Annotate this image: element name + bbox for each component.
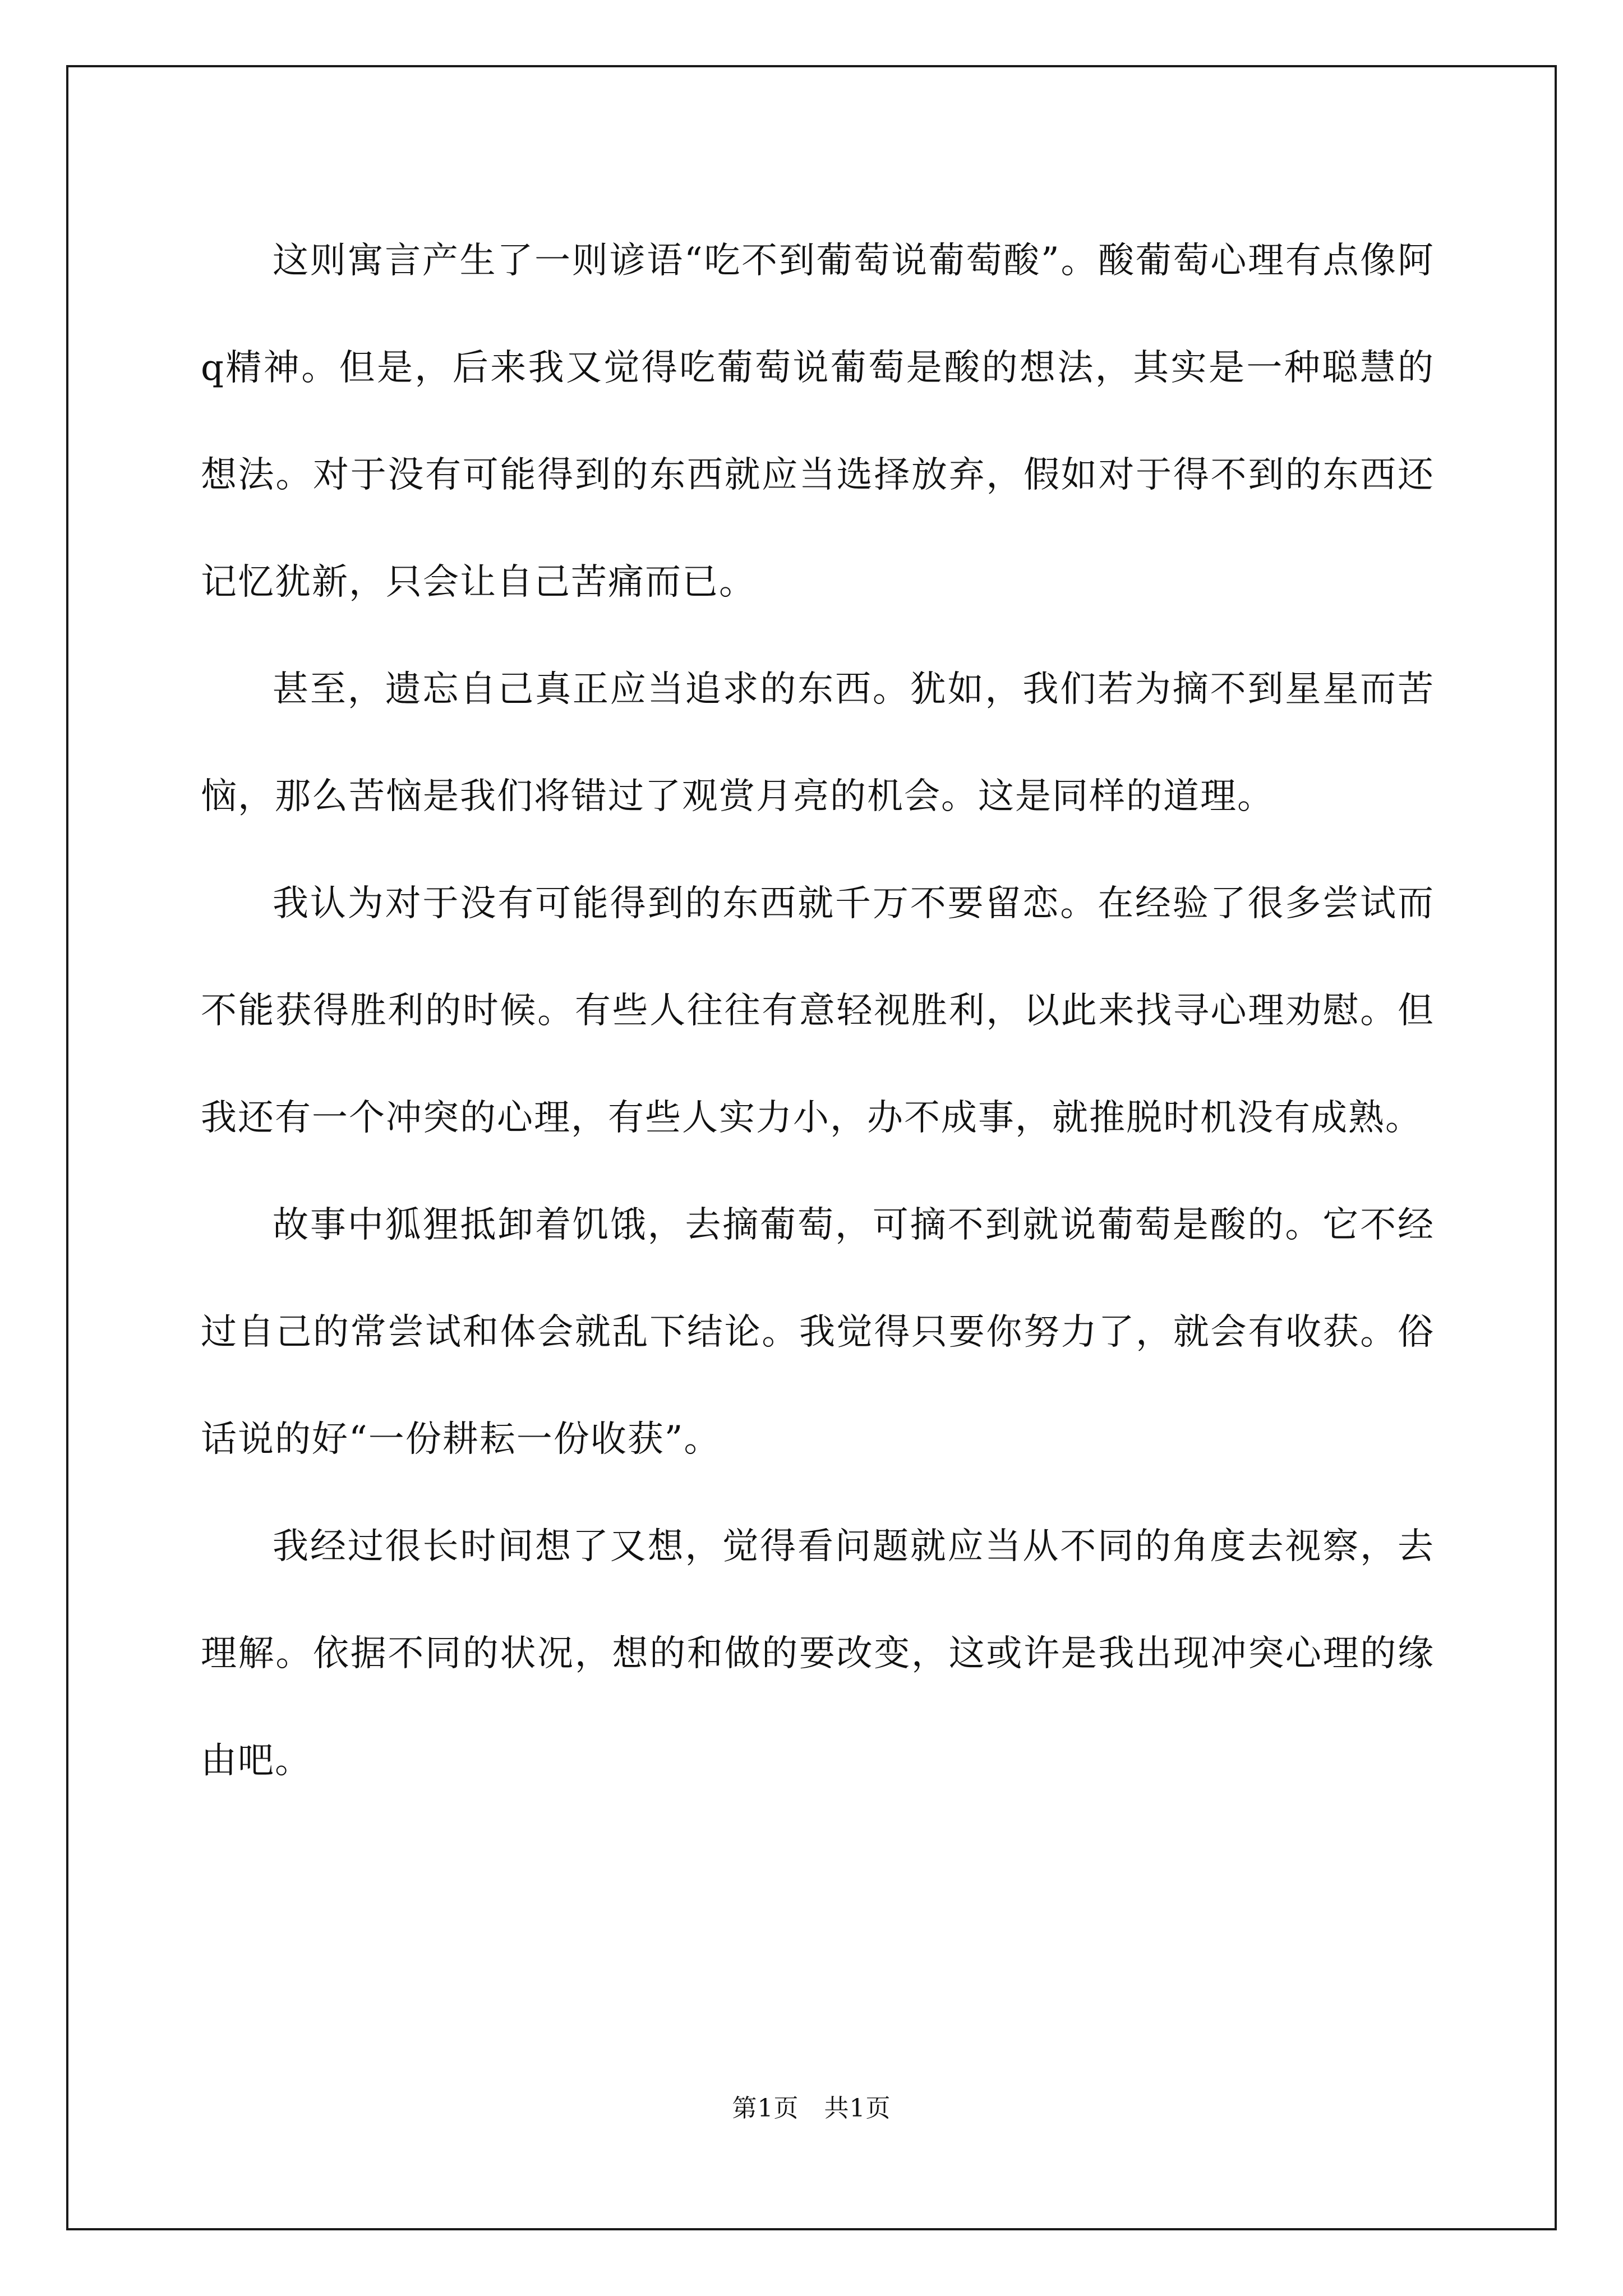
page-number-footer: 第1页 共1页 <box>732 2094 891 2123</box>
paragraph-5: 我经过很长时间想了又想，觉得看问题就应当从不同的角度去视察，去理解。依据不同的状况，想的和做的要改变，这或许是我出现冲突心理的缘由吧。 <box>201 1526 1435 1782</box>
paragraph-2: 甚至，遗忘自己真正应当追求的东西。犹如，我们若为摘不到星星而苦恼，那么苦恼是我们将错过了观赏月亮的机会。这是同样的道理。 <box>201 669 1435 817</box>
paragraph-3: 我认为对于没有可能得到的东西就千万不要留恋。在经验了很多尝试而不能获得胜利的时候。有些人往往有意轻视胜利，以此来找寻心理劝慰。但我还有一个冲突的心理，有些人实力小，办不成事，就推脱时机没有成熟。 <box>201 883 1435 1139</box>
document-body <box>201 208 1435 1815</box>
paragraph-1: 这则寓言产生了一则谚语“吃不到葡萄说葡萄酸”。酸葡萄心理有点像阿q精神。但是，后来我又觉得吃葡萄说葡萄是酸的想法，其实是一种聪慧的想法。对于没有可能得到的东西就应当选择放弃，假如对于得不到的东西还记忆犹新，只会让自己苦痛而已。 <box>201 240 1435 603</box>
paragraph-4: 故事中狐狸抵卸着饥饿，去摘葡萄，可摘不到就说葡萄是酸的。它不经过自己的常尝试和体会就乱下结论。我觉得只要你努力了，就会有收获。俗话说的好“一份耕耘一份收获”。 <box>201 1204 1435 1460</box>
